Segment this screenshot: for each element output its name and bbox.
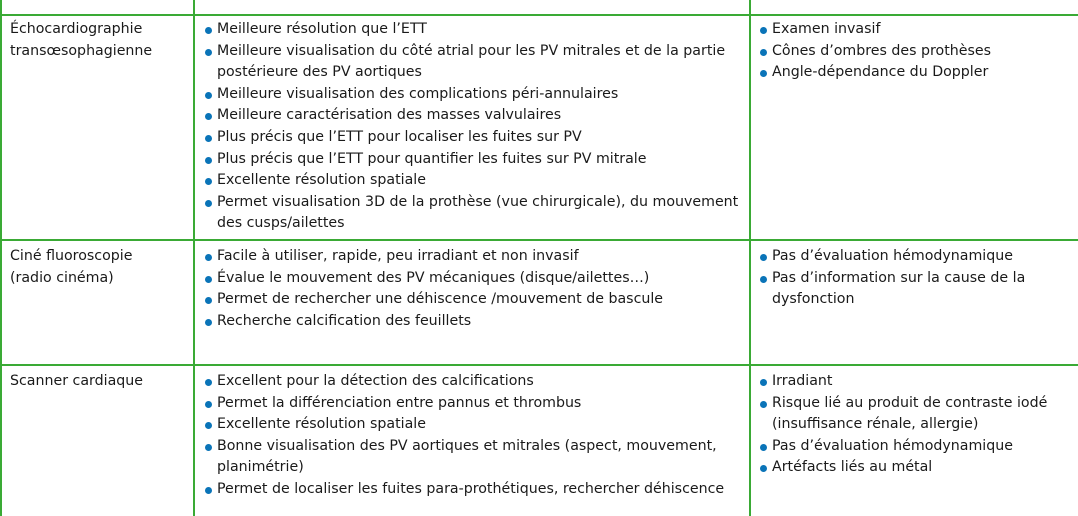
list-item: Plus précis que l’ETT pour quantifier les fuites sur PV mitrale [205,149,745,171]
list-item: Plus précis que l’ETT pour localiser les fuites sur PV [205,127,745,149]
table-border-row1 [0,239,1078,241]
row-label-text: Échocardiographie transœsophagienne [10,21,153,59]
list-item: Permet la différenciation entre pannus et thrombus [205,393,745,415]
list-item: Pas d’évaluation hémodynamique [760,246,1078,268]
list-item: Meilleure caractérisation des masses valvulaires [205,105,745,127]
cut-off-text [205,0,376,1]
list-item: Examen invasif [760,19,1078,41]
limits-scanner [760,371,1078,479]
list-item: Permet de rechercher une déhiscence /mouvement de bascule [205,289,745,311]
list-item: Excellent pour la détection des calcifications [205,371,745,393]
list-item: Irradiant [760,371,1078,393]
list-item: Artéfacts liés au métal [760,457,1078,479]
list-item: Angle-dépendance du Doppler [760,62,1078,84]
limits-list [760,371,1078,479]
advantages-scanner [205,371,745,501]
advantages-list [205,19,745,235]
table-border-left [0,0,2,516]
list-item: Risque lié au produit de contraste iodé (insuffisance rénale, allergie) [760,393,1078,436]
list-item: Facile à utiliser, rapide, peu irradiant et non invasif [205,246,745,268]
list-item: Meilleure visualisation du côté atrial pour les PV mitrales et de la partie postérieure des PV aortiques [205,41,745,84]
table-border-row2 [0,364,1078,366]
list-item: Bonne visualisation des PV aortiques et mitrales (aspect, mouvement, planimétrie) [205,436,745,479]
table-border-col1 [193,0,195,516]
list-item: Évalue le mouvement des PV mécaniques (disque/ailettes…) [205,268,745,290]
list-item: Meilleure visualisation des complications péri-annulaires [205,84,745,106]
row-label-fluoro [10,246,150,289]
list-item: Excellente résolution spatiale [205,414,745,436]
advantages-fluoro [205,246,745,332]
list-item: Permet de localiser les fuites para-prothétiques, rechercher déhiscence [205,479,745,501]
limits-list [760,246,1078,311]
limits-ete [760,19,1078,84]
row-label-ete [10,19,170,62]
row-label-text: Scanner cardiaque [10,373,144,389]
list-item: Pas d’évaluation hémodynamique [760,436,1078,458]
list-item: Cônes d’ombres des prothèses [760,41,1078,63]
advantages-list [205,371,745,501]
list-item: Pas d’information sur la cause de la dysfonction [760,268,1078,311]
advantages-ete [205,19,745,235]
limits-list [760,19,1078,84]
table-border-row0 [0,14,1078,16]
limits-fluoro [760,246,1078,311]
advantages-list [205,246,745,332]
row-label-text: Ciné fluoroscopie (radio cinéma) [10,248,133,286]
list-item: Recherche calcification des feuillets [205,311,745,333]
list-item: Meilleure résolution que l’ETT [205,19,745,41]
row-label-scanner [10,371,188,393]
table-border-col2 [749,0,751,516]
list-item: Permet visualisation 3D de la prothèse (vue chirurgicale), du mouvement des cusps/ailettes [205,192,745,235]
cut-off-row [205,0,745,14]
list-item: Excellente résolution spatiale [205,170,745,192]
